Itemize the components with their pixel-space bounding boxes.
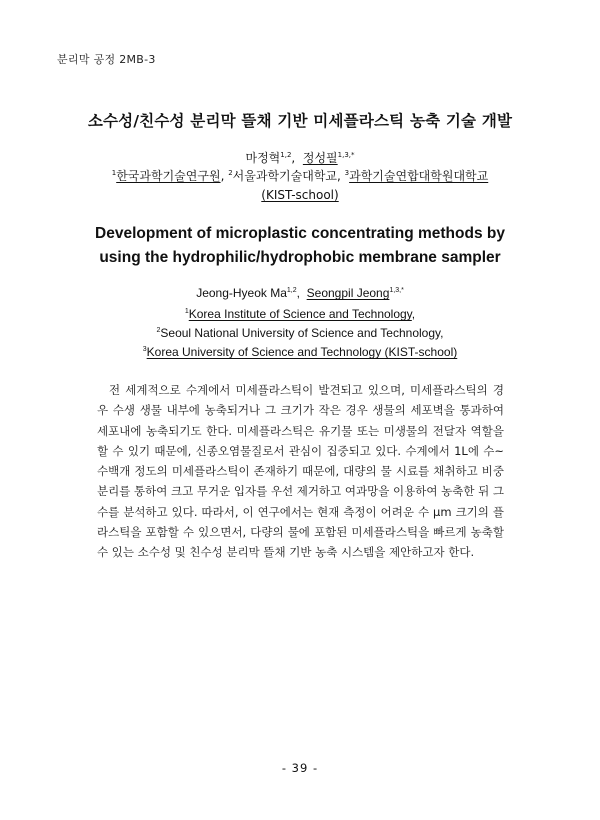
authors-korean bbox=[0, 149, 600, 166]
affiliation-en-1: $^1$Korea Institute of Science and Technology, bbox=[184, 307, 416, 321]
affiliation-en-2: $^2$Seoul National University of Science and Technology, bbox=[156, 326, 444, 340]
author-en-2: Seongpil Jeong$^{1,3,*}$ bbox=[306, 286, 404, 300]
page-number: - 39 - bbox=[281, 761, 319, 775]
abstract-text: 전 세계적으로 수계에서 미세플라스틱이 발견되고 있으며, 미세플라스틱의 경우 수생 생물 내부에 농축되거나 그 크기가 작은 경우 생물의 세포벽을 통과하여 세포내에 농축되기도 한다. 미세플라스틱은 유기물 또는 미생물의 전달자 역할을 할 수 있기 때문에, 신종오염물질로서 관심이 집중되고 있다. 수계에서 1L에 수~수백개 정도의 미세플라스틱이 존재하기 때문에, 대량의 물 시료를 채취하고 비중분리를 통하여 크고 무거운 입자를 우선 제거하고 여과망을 이용하여 농축한 뒤 그 수를 분석하고 있다. 따라서, 이 연구에서는 현재 측정이 어려운 수 μm 크기의 플라스틱을 포함할 수 있으면서, 다량의 물에 포함된 미세플라스틱을 빠르게 농축할 수 있는 소수성 및 친수성 분리막 뜰채 기반 농축 시스템을 제안하고자 한다. bbox=[97, 383, 504, 560]
affiliation-en-3: $^3$Korea University of Science and Technology (KIST-school) bbox=[142, 345, 458, 359]
affiliations-korean bbox=[0, 167, 600, 205]
authors-english bbox=[0, 286, 600, 300]
author-en-1: Jeong-Hyeok Ma$^{1,2}$, bbox=[196, 286, 304, 300]
author-ko-2: 정성필$^{1,3,*}$ bbox=[302, 151, 355, 165]
title-en-line1: Development of microplastic concentrating methods by bbox=[95, 225, 505, 242]
abstract bbox=[97, 380, 504, 563]
affiliation-ko-line2: (KIST-school) bbox=[261, 188, 339, 202]
title-en-line2: using the hydrophilic/hydrophobic membrane sampler bbox=[99, 249, 501, 266]
affiliation-ko-line1: $^1$한국과학기술연구원, $^2$서울과학기술대학교, $^3$과학기술연합대학원대학교 bbox=[111, 169, 489, 183]
affiliations-english bbox=[0, 305, 600, 362]
title-korean: 소수성/친수성 분리막 뜰채 기반 미세플라스틱 농축 기술 개발 bbox=[87, 112, 513, 130]
session-code: 분리막 공정 2MB-3 bbox=[57, 53, 156, 66]
title-english bbox=[0, 222, 600, 270]
author-ko-1: 마정혁$^{1,2}$, bbox=[245, 151, 300, 165]
